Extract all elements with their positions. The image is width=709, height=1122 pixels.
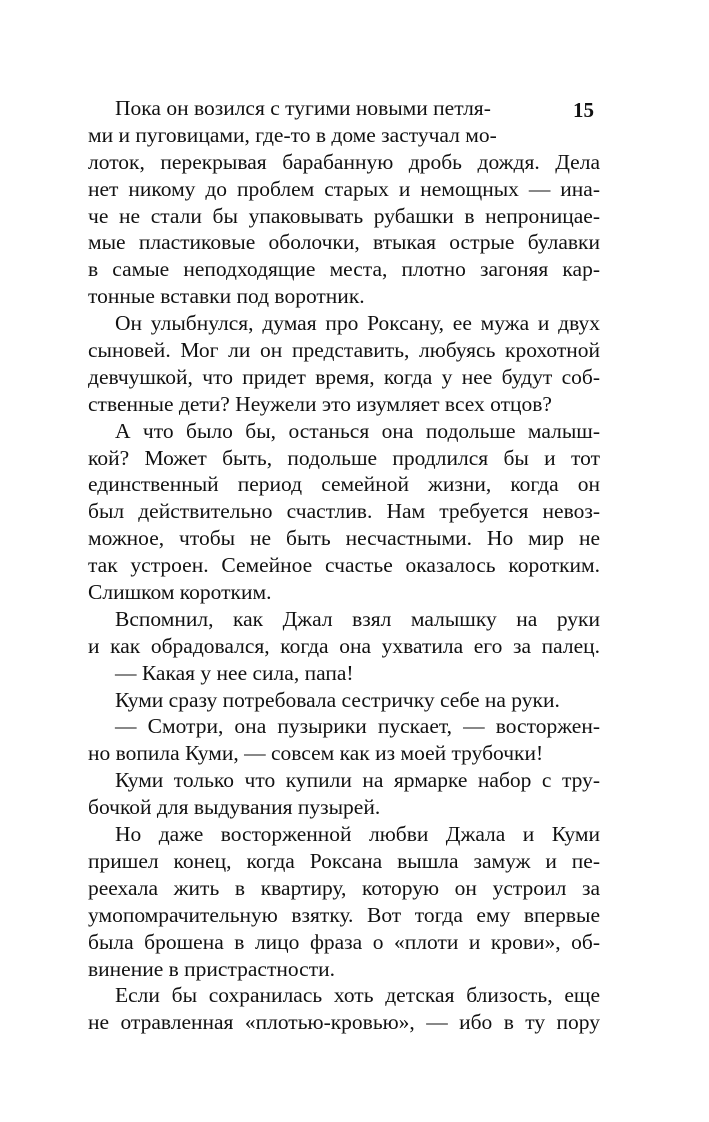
text-line: ми и пуговицами, где-то в доме застучал мо- [88, 122, 497, 147]
text-line: кой? Может быть, подольше продлился бы и тот [88, 445, 600, 470]
text-line: можное, чтобы не быть несчастными. Но мир не [88, 526, 600, 551]
text-line: сыновей. Мог ли он представить, любуясь крохотной [88, 338, 600, 363]
text-line: тонные вставки под воротник. [88, 284, 365, 309]
text-line: бочкой для выдувания пузырей. [88, 795, 381, 820]
text-line: — Какая у нее сила, папа! [115, 660, 354, 685]
text-line: Вспомнил, как Джал взял малышку на руки [115, 606, 600, 631]
text-line: Если бы сохранилась хоть детская близость, еще [115, 983, 600, 1008]
text-line: Куми только что купили на ярмарке набор с тру- [115, 768, 600, 793]
text-line: винение в пристрастности. [88, 956, 335, 981]
text-line: нет никому до проблем старых и немощных — ина- [88, 176, 600, 201]
text-line: в самые неподходящие места, плотно загоняя кар- [88, 257, 600, 282]
text-line: че не стали бы упаковывать рубашки в непроницае- [88, 203, 600, 228]
text-line: Он улыбнулся, думая про Роксану, ее мужа и двух [115, 311, 600, 336]
text-line: ственные дети? Неужели это изумляет всех отцов? [88, 391, 552, 416]
text-line: так устроен. Семейное счастье оказалось коротким. [88, 553, 600, 578]
text-line: А что было бы, останься она подольше малыш- [115, 418, 600, 443]
text-line: мые пластиковые оболочки, втыкая острые булавки [88, 230, 600, 255]
text-line: умопомрачительную взятку. Вот тогда ему впервые [88, 902, 600, 927]
text-line: Куми сразу потребовала сестричку себе на руки. [115, 687, 560, 712]
text-line: пришел конец, когда Роксана вышла замуж и пе- [88, 848, 600, 873]
text-line: девчушкой, что придет время, когда у нее будут соб- [88, 364, 600, 389]
text-line: Слишком коротким. [88, 580, 272, 605]
body-text [88, 95, 600, 1036]
text-line: реехала жить в квартиру, которую он устроил за [88, 875, 600, 900]
text-line: не отравленная «плотью-кровью», — ибо в ту пору [88, 1010, 600, 1035]
text-line: но вопила Куми, — совсем как из моей трубочки! [88, 741, 544, 766]
text-line: и как обрадовался, когда она ухватила его за палец. [88, 633, 600, 658]
text-line: Но даже восторженной любви Джала и Куми [115, 822, 600, 847]
text-line: была брошена в лицо фраза о «плоти и крови», об- [88, 929, 600, 954]
text-line: единственный период семейной жизни, когда он [88, 472, 600, 497]
text-line: лоток, перекрывая барабанную дробь дождя. Дела [88, 149, 600, 174]
text-line: Пока он возился с тугими новыми петля- [115, 96, 491, 120]
page-number: 15 [573, 98, 594, 122]
text-line: был действительно счастлив. Нам требуется невоз- [88, 499, 600, 524]
text-line: — Смотри, она пузырики пускает, — восторжен- [115, 714, 600, 739]
